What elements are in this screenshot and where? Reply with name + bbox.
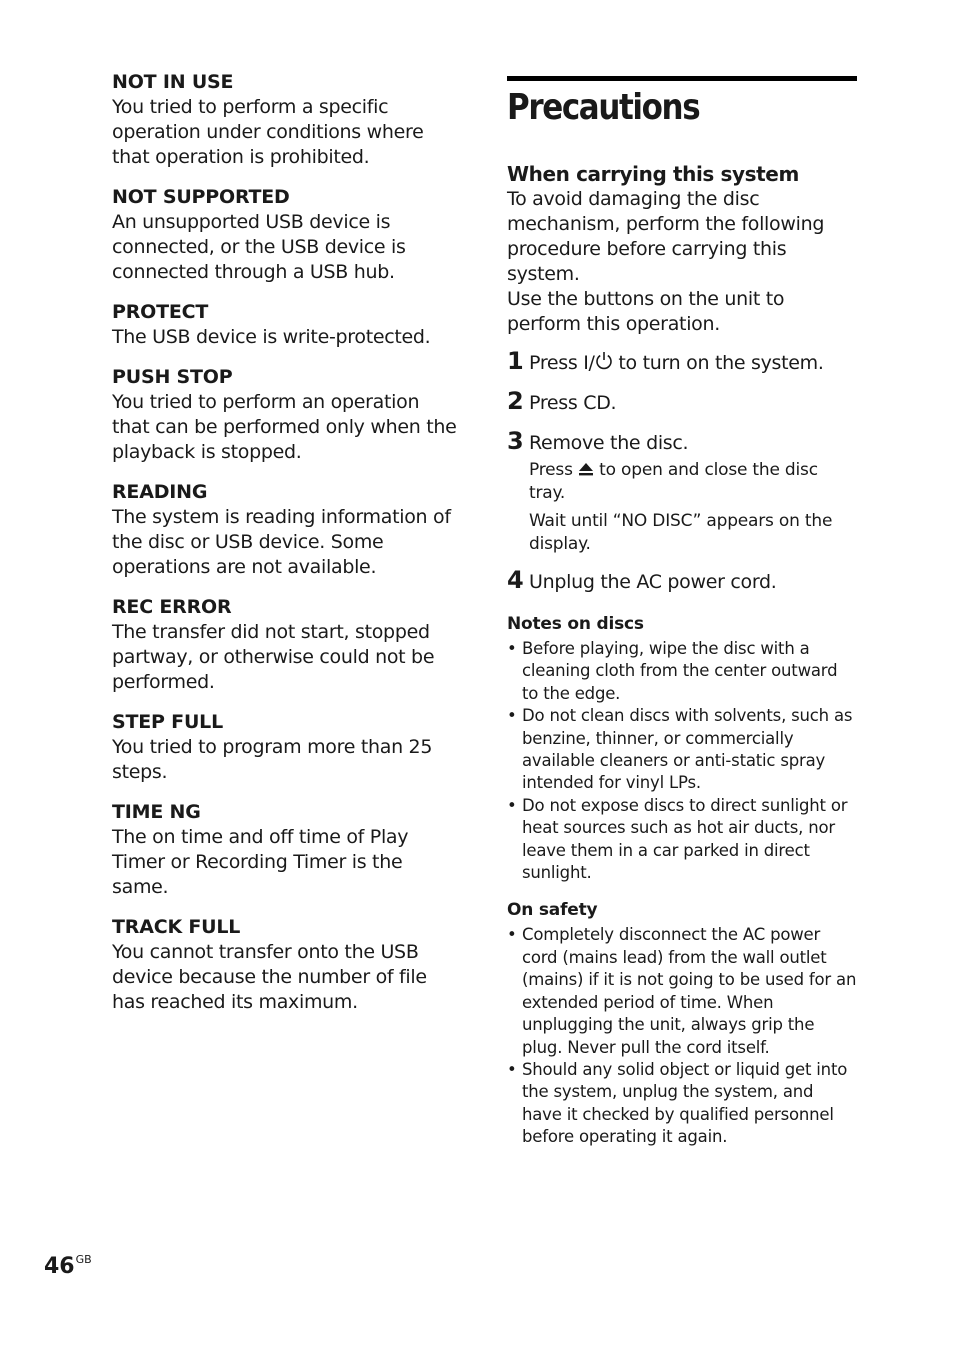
section-title-notes-on-discs: Notes on discs (507, 614, 644, 634)
message-title: PROTECT (112, 301, 209, 323)
page-number (44, 1245, 92, 1282)
message-item (112, 480, 457, 580)
step-number: 4 (507, 566, 524, 594)
list-item: • Should any solid object or liquid get into the system, unplug the system, and have it checked by qualified personnel before operating it again. (507, 1059, 857, 1149)
message-item (112, 915, 457, 1015)
list-item: • Do not expose discs to direct sunlight or heat sources such as hot air ducts, nor leave them in a car parked in direct sunlight. (507, 795, 857, 885)
step-text: Unplug the AC power cord. (529, 571, 777, 593)
message-description: The on time and off time of Play Timer or Recording Timer is the same. (112, 826, 409, 898)
message-title: STEP FULL (112, 711, 223, 733)
notes-on-discs-list (507, 638, 857, 884)
step-number: 2 (507, 387, 524, 415)
message-description: You cannot transfer onto the USB device because the number of file has reached its maximum. (112, 941, 427, 1013)
message-item (112, 185, 457, 285)
section-title-carrying: When carrying this system (507, 162, 799, 186)
step-1 (507, 347, 857, 377)
message-title: NOT SUPPORTED (112, 186, 290, 208)
message-item (112, 300, 457, 350)
message-item (112, 70, 457, 170)
carrying-intro: To avoid damaging the disc mechanism, perform the following procedure before carrying this system. (507, 188, 825, 285)
eject-icon (578, 461, 594, 477)
message-title: REC ERROR (112, 596, 232, 618)
message-item (112, 365, 457, 465)
step-3-detail-wait: Wait until “NO DISC” appears on the display. (529, 511, 833, 554)
message-title: TIME NG (112, 801, 201, 823)
step-text-part: to turn on the system. (612, 352, 824, 374)
precautions-section (507, 76, 857, 1149)
step-number: 1 (507, 347, 524, 375)
message-title: PUSH STOP (112, 366, 233, 388)
message-title: READING (112, 481, 208, 503)
step-text-part: to open and close the disc tray. (529, 460, 818, 503)
section-title-on-safety: On safety (507, 900, 598, 921)
step-text (529, 349, 824, 377)
message-description: The USB device is write-protected. (112, 326, 431, 348)
step-3 (507, 427, 857, 457)
step-2 (507, 387, 857, 417)
list-item: • Completely disconnect the AC power cord (mains lead) from the wall outlet (mains) if it is not going to be used for an extended period of time. When unplugging the unit, always grip the plug. Never pull the cord itself. (507, 924, 857, 1058)
message-description: You tried to program more than 25 steps. (112, 736, 433, 783)
message-description: The transfer did not start, stopped partway, or otherwise could not be performed. (112, 621, 435, 693)
message-item (112, 800, 457, 900)
message-list (112, 70, 457, 1030)
step-number: 3 (507, 427, 524, 455)
message-item (112, 595, 457, 695)
page-title: Precautions (507, 87, 700, 128)
power-icon (595, 351, 613, 371)
on-safety-list (507, 924, 857, 1148)
list-item: • Do not clean discs with solvents, such as benzine, thinner, or commercially available cleaners or anti-static spray intended for vinyl LPs. (507, 705, 857, 795)
message-description: An unsupported USB device is connected, or the USB device is connected through a USB hub. (112, 211, 406, 283)
step-text: Remove the disc. (529, 432, 689, 454)
message-title: TRACK FULL (112, 916, 241, 938)
message-description: The system is reading information of the disc or USB device. Some operations are not available. (112, 506, 451, 578)
step-4 (507, 566, 857, 596)
page-number-value: 46 (44, 1254, 75, 1279)
step-text-part: Press I/ (529, 352, 595, 374)
title-rule (507, 76, 857, 81)
message-description: You tried to perform a specific operation under conditions where that operation is prohibited. (112, 96, 424, 168)
message-title: NOT IN USE (112, 71, 234, 93)
carrying-intro-buttons: Use the buttons on the unit to perform this operation. (507, 288, 785, 335)
page-number-suffix: GB (75, 1253, 92, 1266)
step-3-detail-eject (529, 459, 857, 505)
step-text: Press CD. (529, 392, 617, 414)
step-text-part: Press (529, 460, 578, 480)
message-item (112, 710, 457, 785)
message-description: You tried to perform an operation that can be performed only when the playback is stopped. (112, 391, 457, 463)
list-item: • Before playing, wipe the disc with a cleaning cloth from the center outward to the edge. (507, 638, 857, 705)
